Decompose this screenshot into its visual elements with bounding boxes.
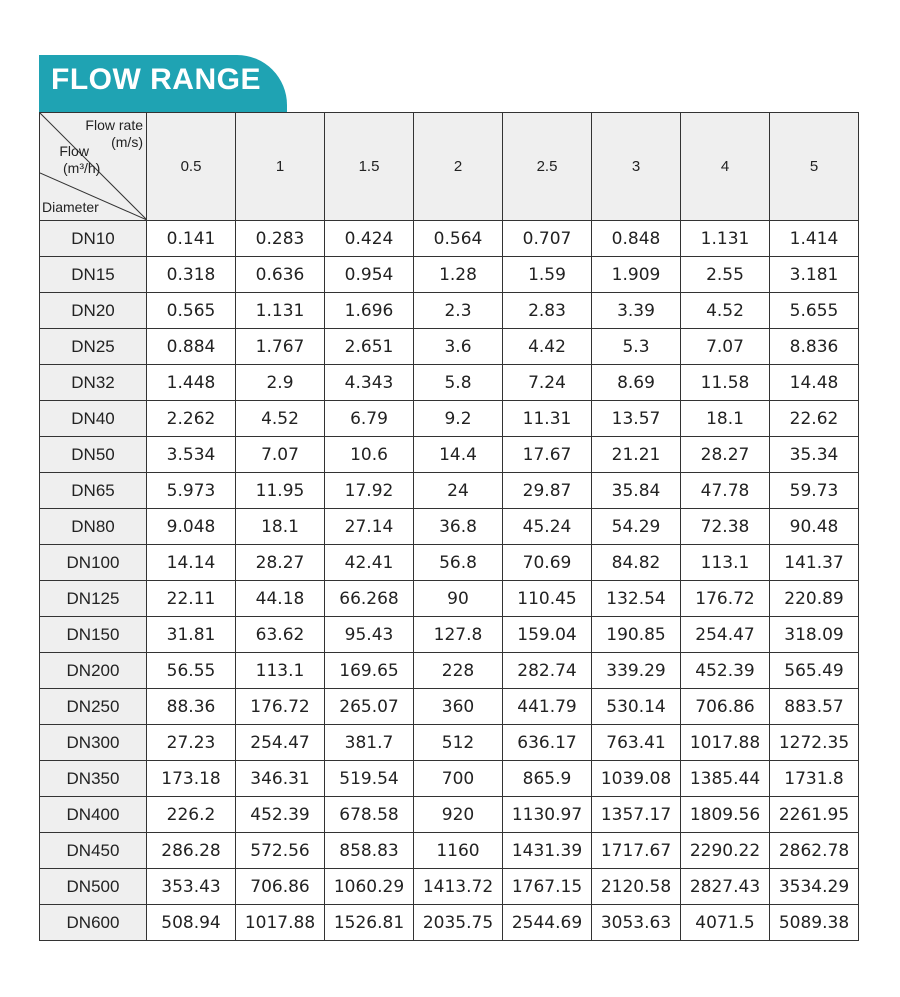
flow-value-cell: 90.48 <box>770 509 859 545</box>
flow-value-cell: 1385.44 <box>681 761 770 797</box>
flow-value-cell: 169.65 <box>325 653 414 689</box>
flow-value-cell: 265.07 <box>325 689 414 725</box>
diameter-cell: DN15 <box>40 257 147 293</box>
table-row <box>40 509 859 545</box>
flow-value-cell: 5.8 <box>414 365 503 401</box>
flow-value-cell: 0.954 <box>325 257 414 293</box>
flow-value-cell: 0.564 <box>414 221 503 257</box>
flow-value-cell: 29.87 <box>503 473 592 509</box>
flow-value-cell: 228 <box>414 653 503 689</box>
column-header: 0.5 <box>147 113 236 221</box>
flow-value-cell: 0.884 <box>147 329 236 365</box>
flow-value-cell: 286.28 <box>147 833 236 869</box>
flow-value-cell: 220.89 <box>770 581 859 617</box>
flow-value-cell: 254.47 <box>681 617 770 653</box>
flow-value-cell: 176.72 <box>236 689 325 725</box>
column-header: 2 <box>414 113 503 221</box>
flow-value-cell: 3053.63 <box>592 905 681 941</box>
table-body <box>40 221 859 941</box>
flow-value-cell: 113.1 <box>681 545 770 581</box>
flow-value-cell: 4.42 <box>503 329 592 365</box>
diameter-label: Diameter <box>42 199 99 215</box>
flow-value-cell: 1809.56 <box>681 797 770 833</box>
flow-value-cell: 282.74 <box>503 653 592 689</box>
flow-value-cell: 44.18 <box>236 581 325 617</box>
table-row <box>40 653 859 689</box>
flow-value-cell: 339.29 <box>592 653 681 689</box>
flow-value-cell: 88.36 <box>147 689 236 725</box>
flow-value-cell: 90 <box>414 581 503 617</box>
flow-value-cell: 636.17 <box>503 725 592 761</box>
diameter-cell: DN400 <box>40 797 147 833</box>
flow-value-cell: 2035.75 <box>414 905 503 941</box>
flow-value-cell: 17.67 <box>503 437 592 473</box>
flow-value-cell: 45.24 <box>503 509 592 545</box>
flow-value-cell: 2862.78 <box>770 833 859 869</box>
flow-value-cell: 858.83 <box>325 833 414 869</box>
flow-value-cell: 1.696 <box>325 293 414 329</box>
flow-value-cell: 3.6 <box>414 329 503 365</box>
corner-header <box>40 113 147 221</box>
diameter-cell: DN600 <box>40 905 147 941</box>
flow-value-cell: 36.8 <box>414 509 503 545</box>
flow-value-cell: 7.07 <box>236 437 325 473</box>
flow-value-cell: 508.94 <box>147 905 236 941</box>
flow-value-cell: 346.31 <box>236 761 325 797</box>
flow-value-cell: 31.81 <box>147 617 236 653</box>
flow-value-cell: 706.86 <box>681 689 770 725</box>
flow-value-cell: 1.131 <box>236 293 325 329</box>
diameter-cell: DN40 <box>40 401 147 437</box>
flow-value-cell: 42.41 <box>325 545 414 581</box>
flow-value-cell: 24 <box>414 473 503 509</box>
table-row <box>40 797 859 833</box>
column-header: 3 <box>592 113 681 221</box>
flow-value-cell: 27.23 <box>147 725 236 761</box>
table-row <box>40 545 859 581</box>
flow-value-cell: 22.11 <box>147 581 236 617</box>
table-row <box>40 689 859 725</box>
column-header: 5 <box>770 113 859 221</box>
diameter-cell: DN32 <box>40 365 147 401</box>
flow-value-cell: 190.85 <box>592 617 681 653</box>
flow-value-cell: 2290.22 <box>681 833 770 869</box>
flow-value-cell: 381.7 <box>325 725 414 761</box>
flow-value-cell: 0.565 <box>147 293 236 329</box>
flow-value-cell: 3.39 <box>592 293 681 329</box>
flow-value-cell: 865.9 <box>503 761 592 797</box>
flow-value-cell: 353.43 <box>147 869 236 905</box>
table-row <box>40 869 859 905</box>
diameter-cell: DN300 <box>40 725 147 761</box>
table-row <box>40 437 859 473</box>
flow-value-cell: 2.651 <box>325 329 414 365</box>
diameter-cell: DN450 <box>40 833 147 869</box>
flow-value-cell: 565.49 <box>770 653 859 689</box>
header-row <box>40 113 859 221</box>
flow-value-cell: 9.2 <box>414 401 503 437</box>
flow-value-cell: 2.9 <box>236 365 325 401</box>
flow-value-cell: 22.62 <box>770 401 859 437</box>
flow-value-cell: 5089.38 <box>770 905 859 941</box>
flow-value-cell: 1130.97 <box>503 797 592 833</box>
flow-value-cell: 1767.15 <box>503 869 592 905</box>
table-row <box>40 761 859 797</box>
diameter-cell: DN125 <box>40 581 147 617</box>
table-row <box>40 473 859 509</box>
flow-value-cell: 59.73 <box>770 473 859 509</box>
flow-label: Flow (m³/h) <box>59 143 101 176</box>
flow-value-cell: 47.78 <box>681 473 770 509</box>
flow-value-cell: 35.34 <box>770 437 859 473</box>
flow-value-cell: 2544.69 <box>503 905 592 941</box>
flow-value-cell: 0.636 <box>236 257 325 293</box>
flow-value-cell: 1017.88 <box>236 905 325 941</box>
diameter-cell: DN500 <box>40 869 147 905</box>
flow-value-cell: 5.655 <box>770 293 859 329</box>
flow-value-cell: 1.28 <box>414 257 503 293</box>
flow-value-cell: 35.84 <box>592 473 681 509</box>
flow-value-cell: 706.86 <box>236 869 325 905</box>
flow-value-cell: 1039.08 <box>592 761 681 797</box>
flow-value-cell: 2.55 <box>681 257 770 293</box>
flow-value-cell: 700 <box>414 761 503 797</box>
flow-value-cell: 14.48 <box>770 365 859 401</box>
flow-value-cell: 441.79 <box>503 689 592 725</box>
diameter-cell: DN65 <box>40 473 147 509</box>
flow-value-cell: 1.131 <box>681 221 770 257</box>
flow-value-cell: 3.181 <box>770 257 859 293</box>
flow-value-cell: 63.62 <box>236 617 325 653</box>
flow-value-cell: 13.57 <box>592 401 681 437</box>
flow-value-cell: 18.1 <box>236 509 325 545</box>
diameter-cell: DN20 <box>40 293 147 329</box>
flow-value-cell: 176.72 <box>681 581 770 617</box>
flow-value-cell: 572.56 <box>236 833 325 869</box>
flow-value-cell: 11.31 <box>503 401 592 437</box>
table-row <box>40 401 859 437</box>
flow-value-cell: 1.414 <box>770 221 859 257</box>
flow-value-cell: 127.8 <box>414 617 503 653</box>
table-row <box>40 581 859 617</box>
flow-value-cell: 17.92 <box>325 473 414 509</box>
flow-value-cell: 1272.35 <box>770 725 859 761</box>
flow-value-cell: 4.52 <box>236 401 325 437</box>
page-title: FLOW RANGE <box>51 63 261 96</box>
table-row <box>40 725 859 761</box>
table-row <box>40 365 859 401</box>
flow-value-cell: 1.59 <box>503 257 592 293</box>
flow-value-cell: 7.07 <box>681 329 770 365</box>
flow-value-cell: 113.1 <box>236 653 325 689</box>
flow-value-cell: 21.21 <box>592 437 681 473</box>
flow-value-cell: 3534.29 <box>770 869 859 905</box>
flow-value-cell: 56.55 <box>147 653 236 689</box>
flow-value-cell: 2827.43 <box>681 869 770 905</box>
flow-value-cell: 883.57 <box>770 689 859 725</box>
flow-value-cell: 1526.81 <box>325 905 414 941</box>
flow-value-cell: 6.79 <box>325 401 414 437</box>
flow-value-cell: 159.04 <box>503 617 592 653</box>
flow-rate-label: Flow rate (m/s) <box>85 117 143 150</box>
flow-value-cell: 2.83 <box>503 293 592 329</box>
flow-value-cell: 1.767 <box>236 329 325 365</box>
diameter-cell: DN80 <box>40 509 147 545</box>
flow-range-table <box>39 112 859 941</box>
flow-value-cell: 132.54 <box>592 581 681 617</box>
flow-value-cell: 54.29 <box>592 509 681 545</box>
flow-value-cell: 254.47 <box>236 725 325 761</box>
flow-value-cell: 519.54 <box>325 761 414 797</box>
flow-value-cell: 84.82 <box>592 545 681 581</box>
flow-value-cell: 360 <box>414 689 503 725</box>
flow-value-cell: 3.534 <box>147 437 236 473</box>
flow-value-cell: 56.8 <box>414 545 503 581</box>
diameter-cell: DN150 <box>40 617 147 653</box>
flow-value-cell: 14.4 <box>414 437 503 473</box>
flow-value-cell: 7.24 <box>503 365 592 401</box>
flow-value-cell: 8.69 <box>592 365 681 401</box>
flow-value-cell: 1.448 <box>147 365 236 401</box>
flow-value-cell: 920 <box>414 797 503 833</box>
flow-value-cell: 452.39 <box>681 653 770 689</box>
table-row <box>40 617 859 653</box>
flow-value-cell: 95.43 <box>325 617 414 653</box>
flow-value-cell: 452.39 <box>236 797 325 833</box>
flow-value-cell: 11.58 <box>681 365 770 401</box>
flow-value-cell: 0.424 <box>325 221 414 257</box>
flow-value-cell: 1717.67 <box>592 833 681 869</box>
title-banner <box>39 55 287 112</box>
diameter-cell: DN100 <box>40 545 147 581</box>
flow-value-cell: 141.37 <box>770 545 859 581</box>
flow-value-cell: 4.343 <box>325 365 414 401</box>
table-row <box>40 329 859 365</box>
flow-value-cell: 1731.8 <box>770 761 859 797</box>
table-row <box>40 221 859 257</box>
flow-value-cell: 28.27 <box>236 545 325 581</box>
flow-value-cell: 226.2 <box>147 797 236 833</box>
flow-value-cell: 70.69 <box>503 545 592 581</box>
flow-value-cell: 2261.95 <box>770 797 859 833</box>
column-header: 1.5 <box>325 113 414 221</box>
diameter-cell: DN25 <box>40 329 147 365</box>
flow-value-cell: 27.14 <box>325 509 414 545</box>
flow-value-cell: 1160 <box>414 833 503 869</box>
flow-value-cell: 512 <box>414 725 503 761</box>
flow-value-cell: 4071.5 <box>681 905 770 941</box>
flow-value-cell: 678.58 <box>325 797 414 833</box>
flow-value-cell: 2.3 <box>414 293 503 329</box>
flow-value-cell: 173.18 <box>147 761 236 797</box>
flow-value-cell: 14.14 <box>147 545 236 581</box>
flow-value-cell: 1060.29 <box>325 869 414 905</box>
diameter-cell: DN250 <box>40 689 147 725</box>
flow-value-cell: 763.41 <box>592 725 681 761</box>
table-row <box>40 257 859 293</box>
flow-value-cell: 1017.88 <box>681 725 770 761</box>
diameter-cell: DN350 <box>40 761 147 797</box>
flow-value-cell: 0.848 <box>592 221 681 257</box>
flow-value-cell: 2.262 <box>147 401 236 437</box>
column-header: 2.5 <box>503 113 592 221</box>
flow-value-cell: 0.707 <box>503 221 592 257</box>
diameter-cell: DN200 <box>40 653 147 689</box>
flow-value-cell: 10.6 <box>325 437 414 473</box>
flow-value-cell: 66.268 <box>325 581 414 617</box>
column-header: 4 <box>681 113 770 221</box>
flow-value-cell: 5.973 <box>147 473 236 509</box>
flow-value-cell: 1357.17 <box>592 797 681 833</box>
flow-value-cell: 72.38 <box>681 509 770 545</box>
flow-value-cell: 1.909 <box>592 257 681 293</box>
column-header: 1 <box>236 113 325 221</box>
flow-value-cell: 28.27 <box>681 437 770 473</box>
flow-value-cell: 9.048 <box>147 509 236 545</box>
flow-value-cell: 318.09 <box>770 617 859 653</box>
flow-value-cell: 530.14 <box>592 689 681 725</box>
diameter-cell: DN50 <box>40 437 147 473</box>
flow-value-cell: 0.141 <box>147 221 236 257</box>
flow-value-cell: 0.283 <box>236 221 325 257</box>
flow-value-cell: 11.95 <box>236 473 325 509</box>
flow-value-cell: 4.52 <box>681 293 770 329</box>
table-row <box>40 293 859 329</box>
flow-value-cell: 1413.72 <box>414 869 503 905</box>
flow-value-cell: 18.1 <box>681 401 770 437</box>
table-row <box>40 833 859 869</box>
flow-value-cell: 5.3 <box>592 329 681 365</box>
table-row <box>40 905 859 941</box>
flow-value-cell: 0.318 <box>147 257 236 293</box>
flow-value-cell: 1431.39 <box>503 833 592 869</box>
flow-value-cell: 110.45 <box>503 581 592 617</box>
flow-value-cell: 8.836 <box>770 329 859 365</box>
flow-value-cell: 2120.58 <box>592 869 681 905</box>
diameter-cell: DN10 <box>40 221 147 257</box>
